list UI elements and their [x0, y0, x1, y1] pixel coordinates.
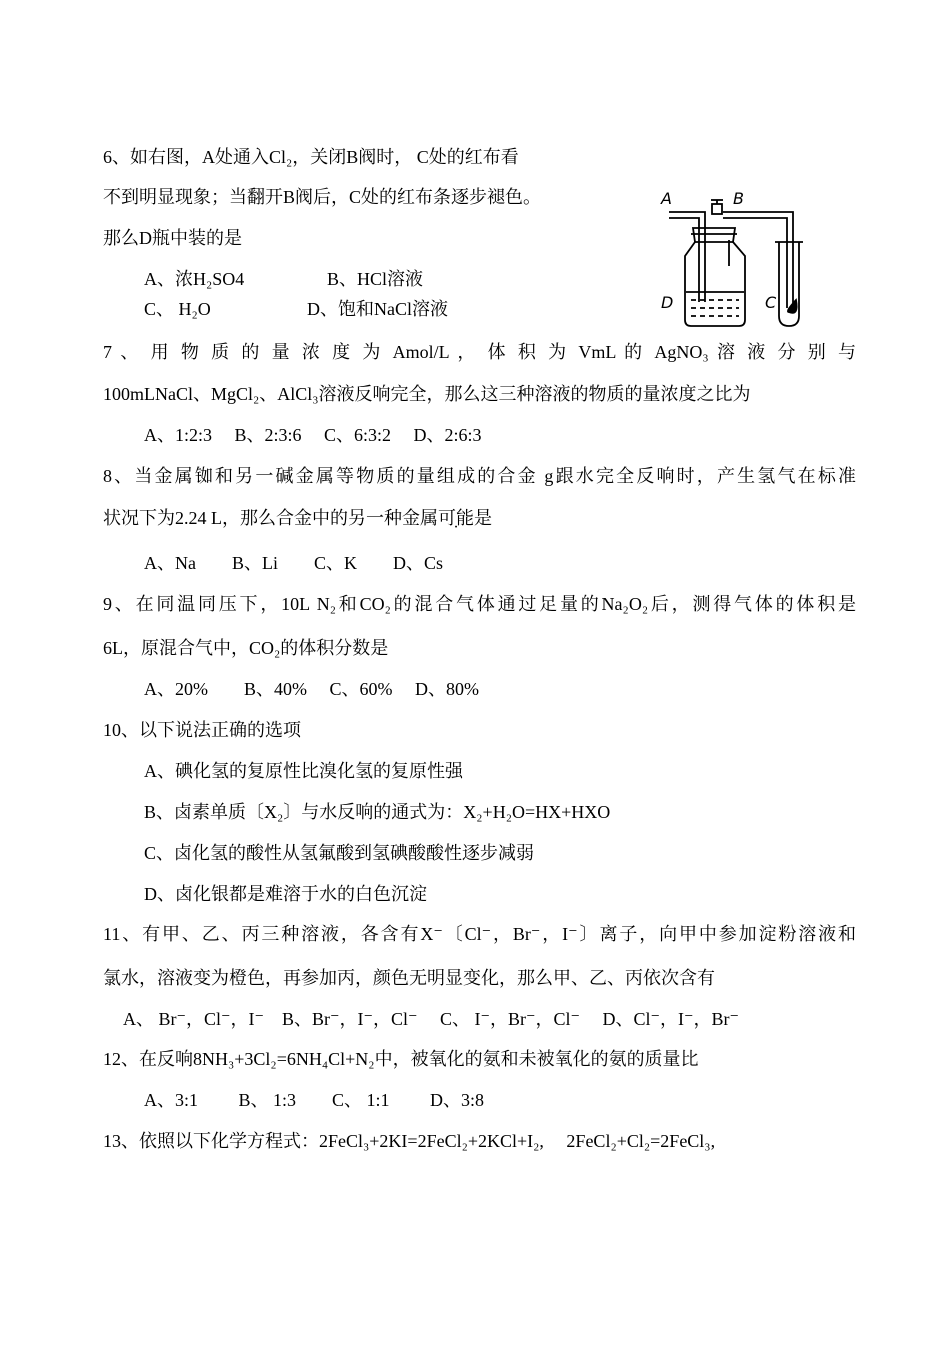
- q7-line-1: 7 、 用 物 质 的 量 浓 度 为 Amol/L ， 体 积 为 VmL 的 AgNO₃ 溶 液 分 别 与: [103, 342, 856, 362]
- q6-option-a: A、浓H₂SO4: [144, 269, 245, 289]
- q13-line-1: 13、依照以下化学方程式：2FeCl₃+2KI=2FeCl₂+2KCl+I₂, 2FeCl₂+Cl₂=2FeCl₃,: [103, 1131, 716, 1151]
- q6-line-3: 那么D瓶中装的是: [103, 228, 242, 248]
- q8-line-2-end: 是: [474, 508, 492, 528]
- q11-line-1: 11、有甲、乙、丙三种溶液，各含有X⁻〔Cl⁻，Br⁻，I⁻〕离子，向甲中参加淀粉溶液和: [103, 924, 856, 944]
- q8-options: A、Na B、Li C、K D、Cs: [144, 553, 444, 573]
- q8-line-2: [103, 506, 492, 530]
- q9-line-2: 6L，原混合气中，CO₂的体积分数是: [103, 638, 389, 658]
- q6-options-row-2: [144, 297, 448, 321]
- gas-apparatus-figure: [655, 180, 835, 330]
- q6-line-2: 不到明显现象；当翻开B阀后，C处的红布条逐步褪色。: [103, 187, 542, 207]
- q6-option-b: B、HCl溶液: [327, 269, 424, 289]
- q8-emphasis-text: 可能: [438, 508, 474, 528]
- figure-label-c: C: [765, 293, 777, 312]
- figure-label-b: B: [733, 189, 744, 208]
- q10-option-d: D、卤化银都是难溶于水的白色沉淀: [144, 884, 427, 904]
- q6-option-c: C、 H₂O: [144, 299, 211, 319]
- q11-options: A、 Br⁻，Cl⁻，I⁻ B、Br⁻，I⁻，Cl⁻ C、 I⁻，Br⁻，Cl⁻ D、Cl⁻，I⁻，Br⁻: [123, 1009, 740, 1029]
- q6-option-d: D、饱和NaCl溶液: [307, 299, 448, 319]
- q9-options: A、20% B、40% C、60% D、80%: [144, 679, 479, 699]
- q9-line-1: 9、在同温同压下，10L N₂和CO₂的混合气体通过足量的Na₂O₂后，测得气体的体积是: [103, 594, 856, 614]
- q6-options-row-1: [144, 267, 423, 291]
- q10-line-1: 10、以下说法正确的选项: [103, 720, 301, 740]
- q10-option-a: A、碘化氢的复原性比溴化氢的复原性强: [144, 761, 463, 781]
- q10-option-b: B、卤素单质〔X₂〕与水反响的通式为：X₂+H₂O=HX+HXO: [144, 802, 611, 822]
- q7-options: A、1:2:3 B、2:3:6 C、6:3:2 D、2:6:3: [144, 425, 482, 445]
- q6-line-1: 6、如右图，A处通入Cl₂，关闭B阀时， C处的红布看: [103, 147, 519, 167]
- q12-options: A、3:1 B、 1:3 C、 1:1 D、3:8: [144, 1090, 485, 1110]
- q8-line-2-text: 状况下为2.24 L，那么合金中的另一种金属: [103, 508, 438, 528]
- figure-label-d: D: [661, 293, 674, 312]
- q10-option-c: C、卤化氢的酸性从氢氟酸到氢碘酸酸性逐步减弱: [144, 843, 535, 863]
- figure-label-a: A: [661, 189, 672, 208]
- q12-line-1: 12、在反响8NH₃+3Cl₂=6NH₄Cl+N₂中，被氧化的氨和未被氧化的氨的质量比: [103, 1049, 699, 1069]
- q8-line-1: 8、当金属铷和另一碱金属等物质的量组成的合金 g跟水完全反响时，产生氢气在标准: [103, 466, 856, 486]
- q7-line-2: 100mLNaCl、MgCl₂、AlCl₃溶液反响完全，那么这三种溶液的物质的量浓度之比为: [103, 384, 751, 404]
- q11-line-2: 氯水，溶液变为橙色，再参加丙，颜色无明显变化，那么甲、乙、丙依次含有: [103, 968, 715, 988]
